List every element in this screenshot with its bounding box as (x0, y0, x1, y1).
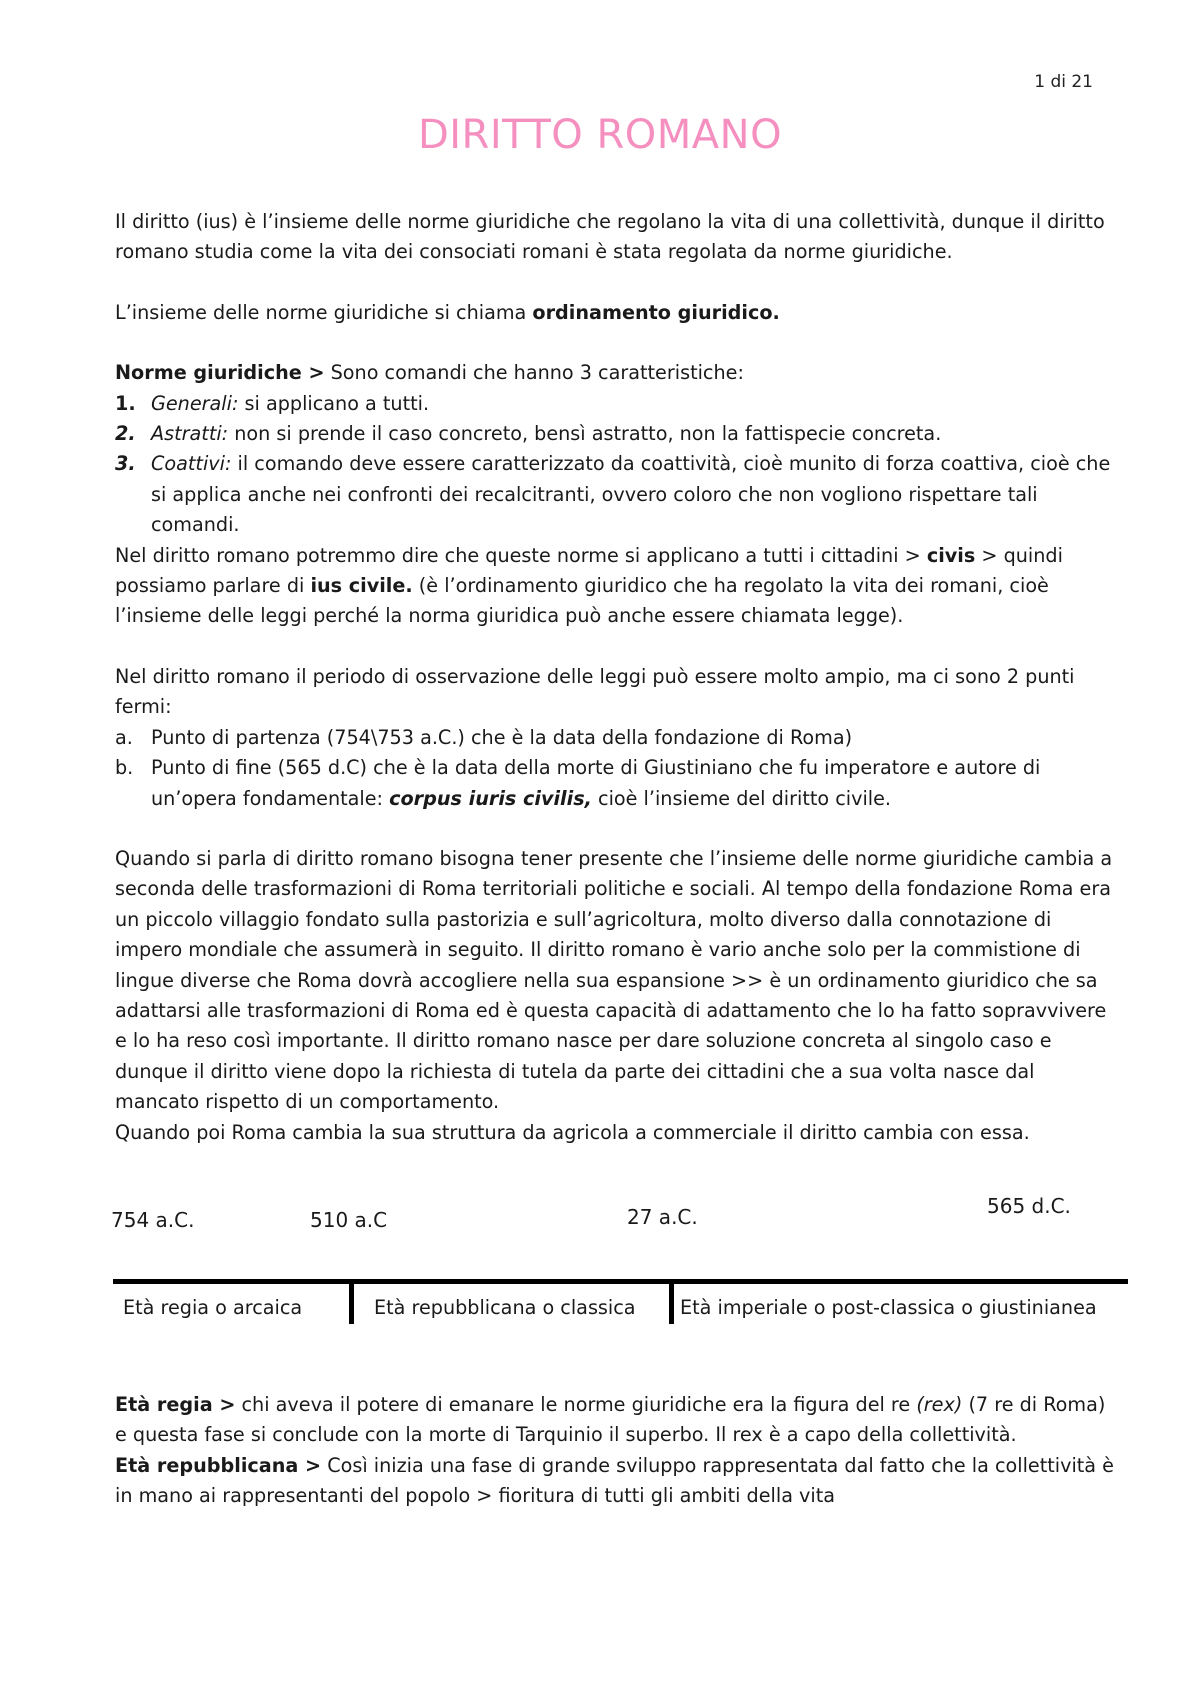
list-item: b. Punto di fine (565 d.C) che è la data della morte di Giustiniano che fu imperatore e autore di un’opera fondamentale: corpus iuris civilis, cioè l’insieme del diritto civile. (115, 756, 1041, 810)
timeline-year: 565 d.C. (987, 1194, 1071, 1218)
eta-repubblicana-label: Età repubblicana > (115, 1453, 322, 1477)
punti-fermi-list (115, 723, 1115, 814)
intro-paragraph: Il diritto (ius) è l’insieme delle norme giuridiche che regolano la vita di una collettività, dunque il diritto romano studia come la vita dei consociati romani è stata regolata da norme giuridiche. (115, 210, 1105, 264)
corpus-term: corpus iuris civilis, (389, 786, 592, 810)
ius-civile-term: ius civile. (310, 574, 413, 598)
timeline-era: Età imperiale o post-classica o giustinianea (680, 1296, 1097, 1319)
list-item: 1. Generali: si applicano a tutti. (115, 391, 430, 415)
civis-term: civis (926, 543, 976, 567)
timeline-era: Età repubblicana o classica (374, 1296, 636, 1319)
timeline-year: 510 a.C (310, 1208, 388, 1232)
document-title: DIRITTO ROMANO (417, 112, 783, 158)
eta-repubblicana-paragraph: Età repubblicana > Così inizia una fase di grande sviluppo rappresentata dal fatto che la collettività è in mano ai rappresentanti del popolo > fioritura di tutti gli ambiti della vita (115, 1453, 1114, 1508)
ordinamento-paragraph: L’insieme delle norme giuridiche si chiama ordinamento giuridico. (115, 300, 780, 324)
timeline-era: Età regia o arcaica (123, 1296, 303, 1319)
list-item: 2. Astratti: non si prende il caso concreto, bensì astratto, non la fattispecie concreta. (115, 422, 942, 446)
norme-heading: Norme giuridiche > Sono comandi che hanno 3 caratteristiche: (115, 361, 744, 385)
civis-paragraph: Nel diritto romano potremmo dire che queste norme si applicano a tutti i cittadini > civis > quindi possiamo parlare di ius civile. (è l’ordinamento giuridico che ha regolato la vita dei romani, cioè l’insieme delle leggi perché la norma giuridica può anche essere chiamata legge). (115, 543, 1063, 628)
eta-regia-paragraph: Età regia > chi aveva il potere di emanare le norme giuridiche era la figura del re (rex) (7 re di Roma) e questa fase si conclude con la morte di Tarquinio il superbo. Il rex è a capo della collettività. (115, 1393, 1106, 1447)
timeline-year: 754 a.C. (111, 1208, 195, 1232)
list-item: 3. Coattivi: il comando deve essere caratterizzato da coattività, cioè munito di forza coattiva, cioè che si applica anche nei confronti dei recalcitranti, ovvero coloro che non vogliono rispettare tali comandi. (115, 452, 1111, 537)
document-body (115, 207, 1115, 1148)
eta-section (115, 1390, 1115, 1512)
timeline-divider (669, 1282, 674, 1324)
timeline-axis (113, 1279, 1128, 1284)
trasformazioni-paragraph: Quando si parla di diritto romano bisogna tener presente che l’insieme delle norme giuridiche cambia a seconda delle trasformazioni di Roma territoriali politiche e sociali. Al tempo della fondazione Roma era un piccolo villaggio fondato sulla pastorizia e sull’agricoltura, molto diverso dalla connotazione di impero mondiale che assumerà in seguito. Il diritto romano è vario anche solo per la commistione di lingue diverse che Roma dovrà accogliere nella sua espansione >> è un ordinamento giuridico che sa adattarsi alle trasformazioni di Roma ed è questa capacità di adattamento che lo ha fatto sopravvivere e lo ha reso così importante. Il diritto romano nasce per dare soluzione concreta al singolo caso e dunque il diritto viene dopo la richiesta di tutela da parte dei cittadini che a sua volta nasce dal mancato rispetto di un comportamento. (115, 846, 1113, 1114)
list-item: a. Punto di partenza (754\753 a.C.) che è la data della fondazione di Roma) (115, 725, 853, 749)
periodo-paragraph: Nel diritto romano il periodo di osservazione delle leggi può essere molto ampio, ma ci sono 2 punti fermi: (115, 664, 1075, 719)
eta-regia-label: Età regia > (115, 1393, 236, 1416)
caratteristiche-list (115, 389, 1115, 541)
timeline-divider (349, 1282, 354, 1324)
page-number: 1 di 21 (1034, 72, 1093, 92)
ordinamento-term: ordinamento giuridico. (532, 300, 780, 324)
norme-label: Norme giuridiche > (115, 361, 325, 385)
timeline-year: 27 a.C. (627, 1205, 698, 1229)
commerciale-paragraph: Quando poi Roma cambia la sua struttura da agricola a commerciale il diritto cambia con essa. (115, 1120, 1030, 1144)
